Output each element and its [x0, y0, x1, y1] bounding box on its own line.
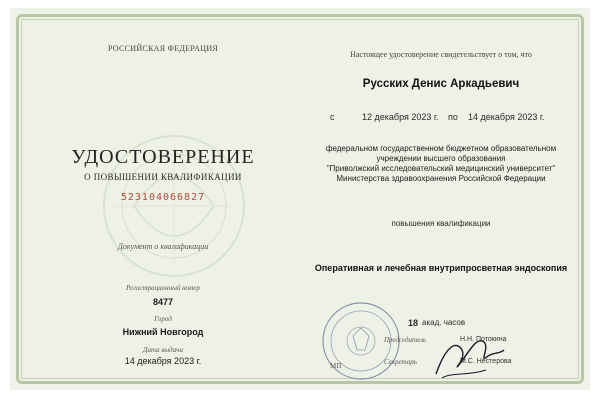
secretary-name: М.С. Нестерова [460, 358, 512, 365]
chair-name: Н.Н. Потокина [460, 336, 507, 343]
hours-unit: акад. часов [422, 318, 466, 327]
country-label: РОССИЙСКАЯ ФЕДЕРАЦИЯ [107, 44, 219, 53]
document-title: УДОСТОВЕРЕНИЕ [71, 146, 255, 168]
issue-date-label: Дата выдачи [143, 346, 183, 354]
serial-number: 523104066827 [120, 192, 206, 203]
document-type: Документ о квалификации [117, 242, 209, 251]
secretary-label: Секретарь [384, 358, 417, 366]
seal-place-label: МП [330, 362, 342, 370]
handwritten-signature [428, 326, 508, 386]
left-panel [34, 26, 292, 376]
qualification-type: повышения квалификации [391, 219, 491, 228]
registration-label: Регистрационный номер [126, 284, 200, 292]
organization-block [310, 144, 572, 184]
organization-line: "Приволжский исследовательский медицинский университет" [326, 164, 556, 173]
period-from-date: 12 декабря 2023 г. [362, 112, 439, 122]
intro-text: Настоящее удостоверение свидетельствует о том, что [350, 50, 532, 59]
city-value: Нижний Новгород [122, 327, 204, 337]
organization-line: федеральном государственном бюджетном образовательном [325, 144, 557, 153]
period-to-date: 14 декабря 2023 г. [468, 112, 545, 122]
city-label: Город [154, 315, 172, 323]
period-to-label: по [448, 112, 458, 122]
right-panel [310, 26, 572, 376]
document-subtitle: О ПОВЫШЕНИИ КВАЛИФИКАЦИИ [84, 172, 242, 182]
period-from-label: с [330, 112, 335, 122]
holder-name: Русских Денис Аркадьевич [362, 78, 520, 90]
certificate-sheet [10, 8, 590, 390]
organization-line: Министерства здравоохранения Российской Федерации [336, 174, 546, 183]
chair-label: Председатель [384, 336, 427, 344]
registration-number: 8477 [152, 297, 174, 307]
organization-line: учреждении высшего образования [376, 154, 506, 163]
hours-value: 18 [408, 318, 419, 328]
program-title: Оперативная и лечебная внутрипросветная эндоскопия [314, 263, 568, 273]
issue-date-value: 14 декабря 2023 г. [124, 356, 202, 366]
